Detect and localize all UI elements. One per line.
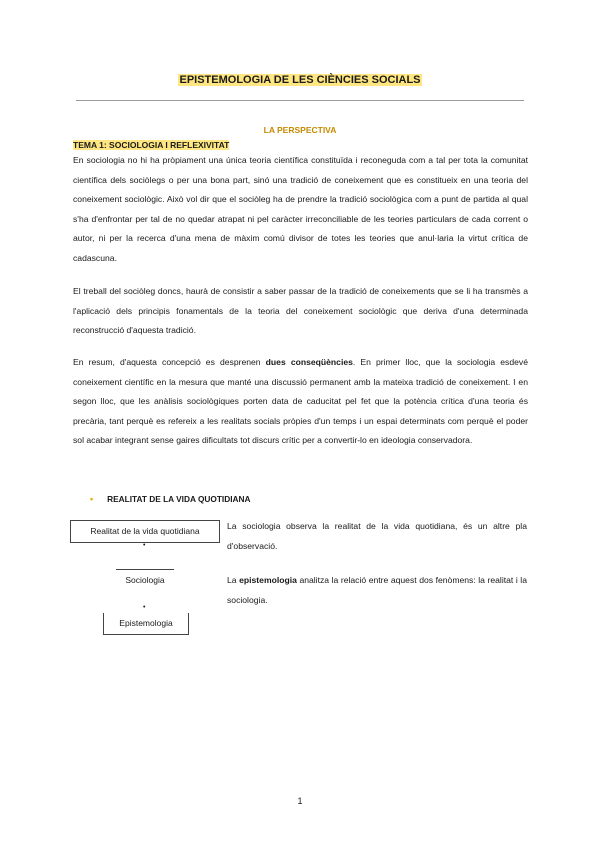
paragraph-2: El treball del sociòleg doncs, haurà de consistir a saber passar de la tradició de coneixements que se li ha transmès a l'aplicació dels principis fonamentals de la teoria del coneixement sociològic que deriva d'una determinada reconstrucció d'aquesta tradició. — [73, 286, 528, 335]
emphasis-text: dues conseqüències — [265, 357, 353, 367]
page-number: 1 — [297, 796, 303, 806]
tema-heading: TEMA 1: SOCIOLOGIA I REFLEXIVITAT — [73, 140, 230, 150]
paragraph-1: En sociologia no hi ha pròpiament una única teoria científica constituïda i reconeguda com a tal per tota la comunitat científica dels sociòlegs o per una bona part, sinó una tradició de coneixement que es constitueix en una teoria del coneixement sociològic. Això vol dir que el sociòleg ha de prendre la tradició sociològica com a punt de partida al qual s'ha d'enfrontar per tal de no quedar atrapat ni pel caràcter irreconciliable de les teories particulars de cada corrent o autor, ni per la recerca d'una mena de màxim comú divisor de totes les teories que anul·laria la virtut crítica de cadascuna. — [73, 155, 528, 263]
document-title: EPISTEMOLOGIA DE LES CIÈNCIES SOCIALS — [179, 74, 421, 86]
title-divider — [76, 100, 524, 101]
bullet-heading: • REALITAT DE LA VIDA QUOTIDIANA — [90, 494, 251, 504]
diagram-box-reality: Realitat de la vida quotidiana — [70, 520, 220, 543]
paragraph-3: En resum, d'aquesta concepció es desprenen dues conseqüències. En primer lloc, que la sociologia esdevé coneixement científic en la mesura que manté una discussió permanent amb la mateixa tradició de coneixement. I en segon lloc, que les anàlisis sociològiques porten data de caducitat pel fet que la potència crítica d'una teoria és precària, tant perquè es refereix a les realitats socials pròpies d'un temps i un espai determinats com perquè el poder sol acabar integrant sense gaires dificultats tot discurs crític per a convertir-lo en ideologia conservadora. — [73, 357, 528, 445]
relationship-diagram — [70, 520, 220, 640]
diagram-box-epistemology: Epistemologia — [103, 613, 189, 635]
diagram-label-sociology: Sociologia — [125, 575, 165, 585]
emphasis-text: epistemologia — [239, 575, 297, 585]
diagram-dot: • — [143, 604, 146, 611]
side-text-2: La epistemologia analitza la relació entre aquest dos fenòmens: la realitat i la sociologia. — [227, 575, 527, 605]
diagram-line — [116, 569, 174, 570]
section-heading: LA PERSPECTIVA — [263, 125, 337, 135]
side-text-1: La sociologia observa la realitat de la vida quotidiana, és un altre pla d'observació. — [227, 521, 527, 551]
diagram-dot: • — [143, 542, 146, 549]
bullet-dot-icon: • — [90, 494, 94, 504]
